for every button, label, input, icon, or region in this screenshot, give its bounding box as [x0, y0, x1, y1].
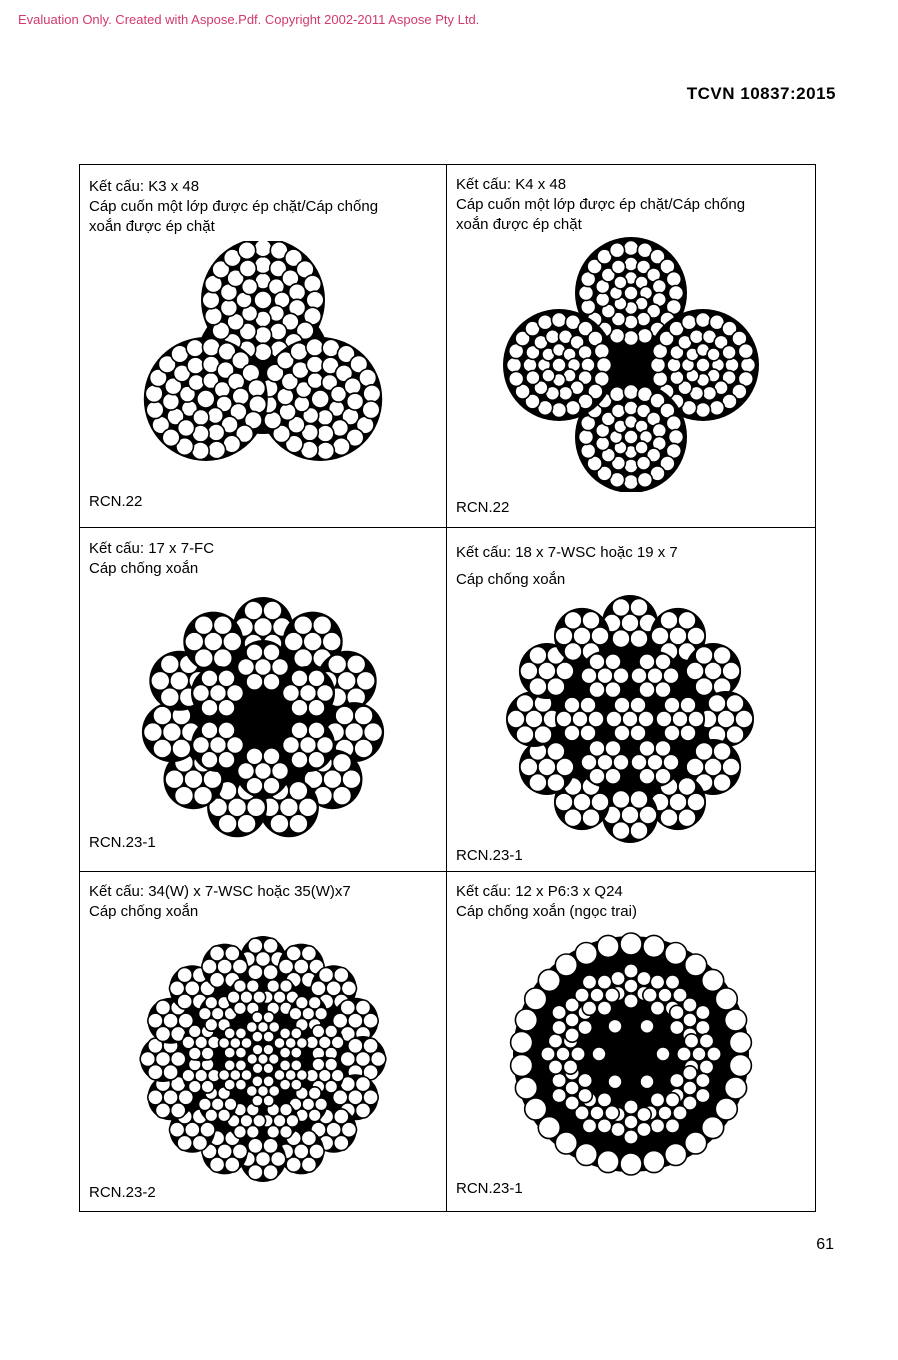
watermark: Evaluation Only. Created with Aspose.Pdf. Copyright 2002-2011 Aspose Pty Ltd. — [18, 12, 480, 27]
cell-caption — [456, 539, 809, 593]
rope-code: RCN.23-1 — [89, 834, 156, 851]
caption-line: Cáp chống xoắn (ngọc trai) — [456, 903, 637, 920]
rope-code: RCN.23-2 — [89, 1184, 156, 1201]
cell-18x7-wsc — [447, 528, 815, 871]
rope-cross-section-k3 — [133, 241, 393, 491]
cell-caption — [89, 539, 440, 579]
cell-k4x48 — [447, 165, 815, 527]
rope-code: RCN.23-1 — [456, 1180, 523, 1197]
cell-17x7-fc — [80, 528, 446, 871]
caption-line: Cáp chống xoắn — [89, 903, 199, 920]
caption-line: Kết cấu: 12 x P6:3 x Q24 — [456, 883, 623, 900]
caption-line: Kết cấu: K3 x 48 — [89, 178, 200, 195]
rope-cross-section-k4 — [501, 237, 761, 492]
cell-34w-x7 — [80, 872, 446, 1212]
rope-code: RCN.22 — [89, 493, 143, 510]
rope-table — [79, 164, 816, 1212]
caption-line: Cáp chống xoắn — [89, 560, 199, 577]
caption-line: Kết cấu: K4 x 48 — [456, 176, 567, 193]
caption-line: xoắn được ép chặt — [89, 218, 215, 235]
cell-k3x48 — [80, 165, 446, 527]
caption-line: xoắn được ép chặt — [456, 216, 582, 233]
caption-line: Cáp cuốn một lớp được ép chặt/Cáp chống — [89, 198, 379, 215]
rope-code: RCN.22 — [456, 499, 510, 516]
cell-caption — [456, 175, 809, 235]
caption-line: Cáp cuốn một lớp được ép chặt/Cáp chống — [456, 196, 746, 213]
cell-caption — [456, 882, 809, 922]
cell-caption — [89, 177, 440, 237]
caption-line: Kết cấu: 18 x 7-WSC hoặc 19 x 7 — [456, 544, 678, 561]
caption-line: Kết cấu: 34(W) x 7-WSC hoặc 35(W)x7 — [89, 883, 351, 900]
rope-cross-section-12xp6 — [509, 932, 754, 1177]
rope-cross-section-18x7 — [505, 594, 755, 844]
cell-caption — [89, 882, 440, 922]
caption-line: Kết cấu: 17 x 7-FC — [89, 540, 215, 557]
rope-cross-section-34w — [137, 934, 389, 1184]
rope-cross-section-17x7 — [138, 594, 388, 844]
caption-line: Cáp chống xoắn — [456, 571, 566, 588]
cell-12xp6 — [447, 872, 815, 1212]
standard-code: TCVN 10837:2015 — [686, 84, 836, 103]
rope-code: RCN.23-1 — [456, 847, 523, 864]
page-number: 61 — [816, 1236, 834, 1253]
